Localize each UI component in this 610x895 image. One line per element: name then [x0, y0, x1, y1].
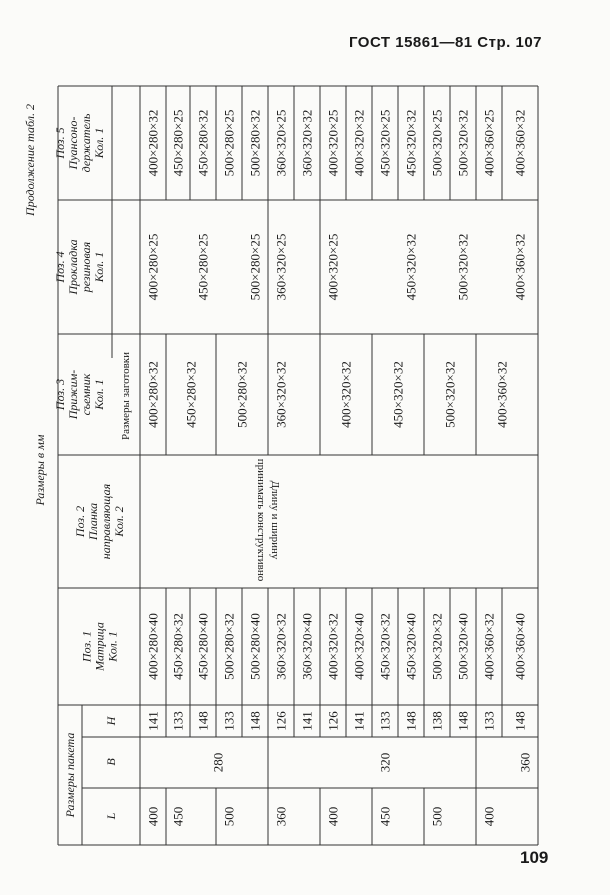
pos5-header-line: Кол. 1: [92, 127, 106, 159]
pos3-header-line: Кол. 1: [92, 379, 106, 410]
cell-H: 148: [403, 711, 419, 731]
col-B-label: B: [104, 758, 118, 766]
cell-pos1: 500×320×32: [429, 613, 445, 680]
cell-pos1: 500×320×40: [455, 613, 471, 680]
cell-pos5: 500×320×25: [429, 109, 445, 177]
cell-pos4: 450×280×25: [195, 233, 211, 301]
cell-pos1: 450×280×40: [195, 613, 211, 680]
cell-pos4: 400×320×25: [325, 233, 341, 301]
page-number: 109: [520, 848, 549, 867]
pos4-header-line: Поз. 4: [53, 251, 67, 283]
cell-L: 450: [170, 806, 186, 827]
cell-H: 141: [299, 711, 315, 731]
cell-pos1: 500×280×40: [247, 613, 263, 680]
cell-pos3: 360×320×32: [273, 361, 289, 428]
cell-pos4: 400×280×25: [145, 233, 161, 301]
cell-H: 126: [273, 711, 289, 731]
cell-H: 133: [377, 711, 393, 731]
cell-pos1: 360×320×32: [273, 613, 289, 680]
pos3-header-line: Прижим-: [66, 369, 80, 420]
blank-sizes-label: Размеры заготовки: [120, 351, 132, 441]
cell-pos5: 400×320×32: [351, 109, 367, 177]
pos2-note-line: Длину и ширину: [269, 480, 281, 560]
cell-pos5: 400×320×25: [325, 109, 341, 177]
cell-H: 141: [145, 711, 161, 731]
cell-H: 148: [195, 711, 211, 731]
cell-H: 133: [170, 711, 186, 731]
cell-B: 360: [517, 752, 533, 773]
cell-pos5: 500×280×25: [221, 109, 237, 177]
cell-pos5: 500×280×32: [247, 109, 263, 177]
col-H-label: H: [104, 716, 118, 726]
pos5-header-line: Поз. 5: [53, 127, 67, 159]
cell-pos1: 360×320×40: [299, 613, 315, 680]
cell-pos3: 400×280×32: [145, 361, 161, 428]
pos2-note-line: принимать конструктивно: [255, 458, 267, 582]
cell-L: 400: [481, 806, 497, 827]
pos2-header-line: Поз. 2: [73, 505, 87, 538]
cell-pos5: 450×320×25: [377, 109, 393, 177]
cell-pos4: 500×280×25: [247, 233, 263, 301]
cell-pos1: 400×320×40: [351, 613, 367, 680]
cell-pos3: 400×320×32: [338, 361, 354, 428]
cell-pos5: 400×360×32: [512, 109, 528, 177]
cell-pos3: 450×320×32: [390, 361, 406, 428]
cell-B: 320: [377, 752, 393, 773]
pos3-header-line: съемник: [79, 373, 93, 416]
cell-pos5: 360×320×32: [299, 109, 315, 177]
cell-pos1: 400×320×32: [325, 613, 341, 680]
cell-pos4: 450×320×32: [403, 233, 419, 301]
cell-pos1: 400×280×40: [145, 613, 161, 680]
cell-pos1: 500×280×32: [221, 613, 237, 680]
cell-L: 400: [325, 806, 341, 827]
cell-H: 133: [481, 711, 497, 731]
cell-pos5: 450×320×32: [403, 109, 419, 177]
cell-pos1: 450×280×32: [170, 613, 186, 680]
page-header: ГОСТ 15861—81 Стр. 107: [348, 34, 542, 51]
cell-L: 500: [221, 806, 237, 827]
cell-pos3: 400×360×32: [494, 361, 510, 428]
cell-H: 148: [512, 711, 528, 731]
cell-H: 148: [247, 711, 263, 731]
cell-pos5: 450×280×32: [195, 109, 211, 177]
cell-B: 280: [210, 752, 226, 773]
pos5-header-line: Пуансоно-: [66, 116, 80, 170]
cell-pos4: 400×360×32: [512, 233, 528, 301]
cell-L: 450: [377, 806, 393, 827]
pos1-header-line: Матрица: [92, 622, 107, 671]
cell-pos5: 400×280×32: [145, 109, 161, 177]
cell-H: 133: [221, 711, 237, 731]
cell-H: 148: [455, 711, 471, 731]
cell-pos5: 360×320×25: [273, 109, 289, 177]
col-L-label: L: [104, 812, 118, 820]
pos4-header-line: резиновая: [79, 241, 93, 293]
cell-L: 400: [145, 806, 161, 827]
pos4-header-line: Кол. 1: [92, 251, 106, 283]
continuation-label: Продолжение табл. 2: [23, 104, 37, 216]
dimensions-title: Размеры в мм: [33, 434, 47, 506]
pos1-header-line: Поз. 1: [79, 630, 94, 663]
packet-header-label: Размеры пакета: [63, 732, 77, 818]
cell-pos1: 450×320×32: [377, 613, 393, 680]
pos2-header-line: направляющая: [99, 483, 113, 560]
cell-pos3: 500×280×32: [234, 361, 250, 428]
pos2-header-line: Планка: [86, 502, 100, 541]
pos4-header-line: Прокладка: [66, 239, 80, 295]
pos2-header-line: Кол. 2: [112, 506, 126, 537]
pos1-header-line: Кол. 1: [105, 631, 120, 662]
cell-pos3: 450×280×32: [183, 361, 199, 428]
pos3-header-line: Поз. 3: [53, 378, 67, 411]
cell-H: 138: [429, 711, 445, 731]
cell-pos4: 360×320×25: [273, 233, 289, 301]
pos5-header-line: держатель: [79, 113, 93, 173]
cell-L: 500: [429, 806, 445, 827]
cell-pos1: 400×360×40: [512, 613, 528, 680]
cell-L: 360: [273, 806, 289, 827]
cell-pos3: 500×320×32: [442, 361, 458, 428]
cell-pos5: 400×360×25: [481, 109, 497, 177]
cell-pos5: 500×320×32: [455, 109, 471, 177]
cell-pos1: 400×360×32: [481, 613, 497, 680]
cell-pos1: 450×320×40: [403, 613, 419, 680]
cell-H: 141: [351, 711, 367, 731]
cell-H: 126: [325, 711, 341, 731]
cell-pos5: 450×280×25: [170, 109, 186, 177]
cell-pos4: 500×320×32: [455, 233, 471, 301]
